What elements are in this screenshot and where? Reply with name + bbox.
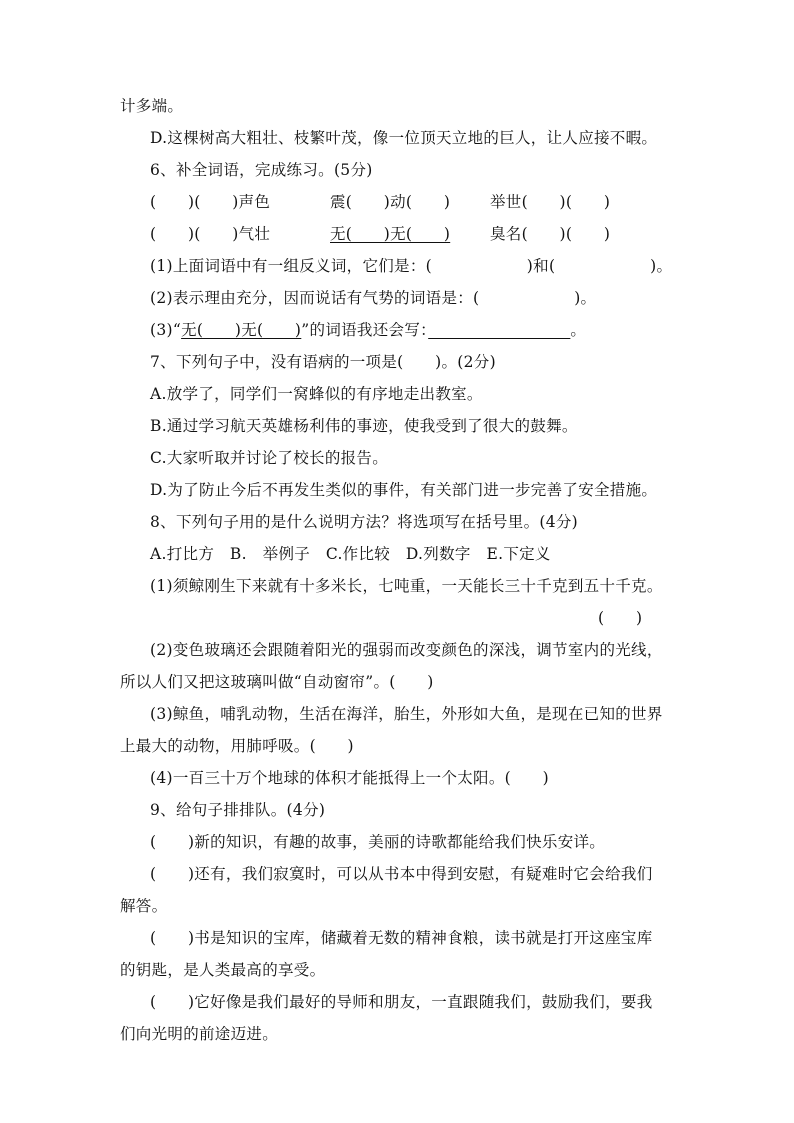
- q8-item-3-cont: 上最大的动物，用肺呼吸。( ): [120, 737, 354, 755]
- q6-heading: 6、补全词语，完成练习。(5分): [150, 161, 373, 179]
- q6-word-4: ( )( )气壮: [150, 225, 271, 243]
- q8-item-2-cont: 所以人们又把这玻璃叫做“自动窗帘”。( ): [120, 673, 434, 691]
- q6-word-3: 举世( )( ): [490, 193, 611, 211]
- q7-option-a: A.放学了，同学们一窝蜂似的有序地走出教室。: [150, 385, 483, 403]
- q9-sentence-3-cont: 的钥匙，是人类最高的享受。: [120, 961, 326, 979]
- q6-sub-2: (2)表示理由充分，因而说话有气势的词语是：( )。: [150, 289, 597, 307]
- q8-options: A.打比方 B. 举例子 C.作比较 D.列数字 E.下定义: [150, 545, 551, 563]
- q6-word-1: ( )( )声色: [150, 193, 271, 211]
- q9-sentence-4-cont: 们向光明的前途迈进。: [120, 1025, 279, 1043]
- q9-heading: 9、给句子排排队。(4分): [150, 801, 326, 819]
- q7-heading: 7、下列句子中，没有语病的一项是( )。(2分): [150, 353, 496, 371]
- q6-sub-3-text: ”的词语我还会写：: [301, 321, 429, 339]
- q6-word-2: 震( )动( ): [330, 193, 451, 211]
- q8-item-2: (2)变色玻璃还会跟随着阳光的强弱而改变颜色的深浅，调节室内的光线，: [150, 641, 663, 659]
- q6-sub-3-end: 。: [570, 321, 587, 339]
- q9-sentence-2-cont: 解答。: [120, 897, 168, 915]
- q7-option-d: D.为了防止今后不再发生类似的事件，有关部门进一步完善了安全措施。: [150, 481, 658, 499]
- q6-sub-3-prefix: (3)“: [150, 321, 182, 339]
- q9-sentence-3: ( )书是知识的宝库，储藏着无数的精神食粮，读书就是打开这座宝库: [150, 929, 653, 947]
- q6-word-5: 无( )无( ): [330, 225, 451, 243]
- q9-sentence-2: ( )还有，我们寂寞时，可以从书本中得到安慰，有疑难时它会给我们: [150, 865, 653, 883]
- q9-sentence-4: ( )它好像是我们最好的导师和朋友，一直跟随我们，鼓励我们，要我: [150, 993, 653, 1011]
- q7-option-c: C.大家听取并讨论了校长的报告。: [150, 449, 389, 467]
- text-line-continuation: 计多端。: [120, 97, 184, 115]
- q6-sub-3: [150, 320, 586, 340]
- q8-item-1: (1)须鲸刚生下来就有十多米长，七吨重，一天能长三十千克到五十千克。: [150, 577, 663, 595]
- q6-sub-3-pattern: 无( )无( ): [181, 321, 302, 339]
- q6-sub-1: (1)上面词语中有一组反义词，它们是：( )和( )。: [150, 257, 673, 275]
- q8-item-4: (4)一百三十万个地球的体积才能抵得上一个太阳。( ): [150, 769, 549, 787]
- q5-option-d: D.这棵树高大粗壮、枝繁叶茂，像一位顶天立地的巨人，让人应接不暇。: [150, 129, 658, 147]
- q8-item-1-answer: ( ): [598, 609, 643, 627]
- q6-sub-3-answer-blank: [428, 321, 570, 339]
- q6-word-6: 臭名( )( ): [490, 225, 611, 243]
- q7-option-b: B.通过学习航天英雄杨利伟的事迹，使我受到了很大的鼓舞。: [150, 417, 578, 435]
- q9-sentence-1: ( )新的知识，有趣的故事，美丽的诗歌都能给我们快乐安详。: [150, 833, 606, 851]
- q8-heading: 8、下列句子用的是什么说明方法？将选项写在括号里。(4分): [150, 513, 579, 531]
- q8-item-3: (3)鲸鱼，哺乳动物，生活在海洋，胎生，外形如大鱼，是现在已知的世界: [150, 705, 663, 723]
